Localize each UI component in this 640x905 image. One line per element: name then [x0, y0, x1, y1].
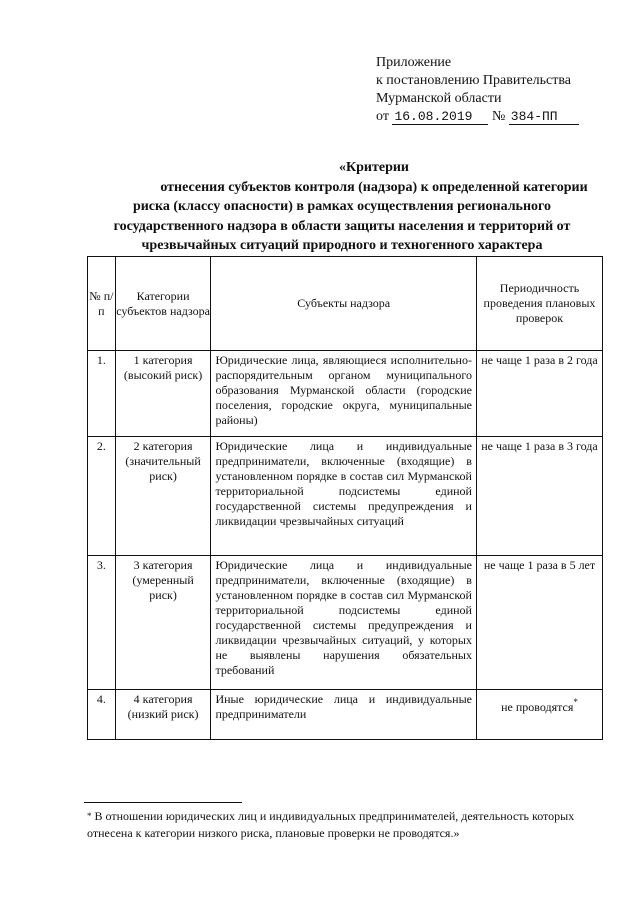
- title-line-5: чрезвычайных ситуаций природного и техногенного характера: [141, 238, 543, 253]
- row-category: 1 категория (высокий риск): [123, 353, 203, 382]
- footnote-divider: [84, 802, 242, 803]
- table-row: [88, 437, 603, 556]
- row-number: 2.: [96, 439, 106, 453]
- row-category: 2 категория (значительный риск): [125, 439, 201, 483]
- decree-date: 16.08.2019: [392, 109, 488, 125]
- title-line-3: риска (классу опасности) в рамках осуществления регионального: [132, 199, 552, 214]
- table-row: [88, 690, 603, 740]
- header-number: № п/п: [88, 257, 116, 351]
- header-category: Категории субъектов надзора: [115, 257, 211, 351]
- footnote-text: В отношении юридических лиц и индивидуальных предпринимателей, деятельность которых отнесена к категории низкого риска, плановые проверки не проводятся.»: [87, 809, 575, 840]
- footnote-mark: *: [87, 811, 92, 821]
- decree-number: 384-ПП: [509, 109, 579, 125]
- appendix-line-4: [376, 108, 579, 126]
- table-row: [88, 556, 603, 690]
- table-header-row: [88, 257, 603, 351]
- row-category: 3 категория (умеренный риск): [132, 558, 194, 602]
- periodicity-text: не проводятся: [501, 700, 574, 714]
- row-periodicity: не чаще 1 раза в 2 года: [481, 353, 598, 367]
- from-label: от: [376, 109, 389, 124]
- row-periodicity: не чаще 1 раза в 5 лет: [483, 558, 596, 572]
- title-line-4: государственного надзора в области защиты населения и территорий от: [113, 218, 571, 234]
- title-line-1: «Критерии: [338, 160, 409, 175]
- table-row: [88, 351, 603, 437]
- row-periodicity: [477, 690, 602, 715]
- appendix-line-2: к постановлению Правительства: [376, 73, 572, 88]
- row-subjects: Юридические лица и индивидуальные предприниматели, включенные (входящие) в установленном порядке в состав сил Мурманской территориальной подсистемы единой государственной системы предупреждения и ликвидации чрезвычайных ситуаций: [215, 439, 472, 528]
- appendix-block: [376, 54, 579, 126]
- appendix-line-1: Приложение: [376, 55, 452, 70]
- title-line-2: отнесения субъектов контроля (надзора) к определенной категории: [160, 179, 588, 195]
- row-number: 4.: [96, 692, 106, 706]
- footnote: [87, 808, 599, 842]
- footnote-reference: *: [573, 697, 578, 707]
- row-category: 4 категория (низкий риск): [127, 692, 199, 721]
- appendix-line-3: Мурманской области: [376, 91, 502, 106]
- header-periodicity: Периодичность проведения плановых проверок: [476, 257, 602, 351]
- document-title: [78, 158, 606, 256]
- criteria-table: [87, 256, 603, 740]
- row-periodicity: не чаще 1 раза в 3 года: [481, 439, 598, 453]
- number-label: №: [491, 109, 506, 124]
- row-subjects: Юридические лица, являющиеся исполнительно-распорядительным органом муниципального образования Мурманской области (городские поселения, городские округа, муниципальные районы): [215, 353, 472, 427]
- row-subjects: Юридические лица и индивидуальные предприниматели, включенные (входящие) в установленном порядке в состав сил Мурманской территориальной подсистемы единой государственной системы предупреждения и ликвидации чрезвычайных ситуаций, у которых не выявлены нарушения обязательных требований: [215, 558, 472, 677]
- row-number: 3.: [96, 558, 106, 572]
- row-subjects: Иные юридические лица и индивидуальные предприниматели: [215, 692, 472, 721]
- header-subjects: Субъекты надзора: [211, 257, 477, 351]
- row-number: 1.: [96, 353, 106, 367]
